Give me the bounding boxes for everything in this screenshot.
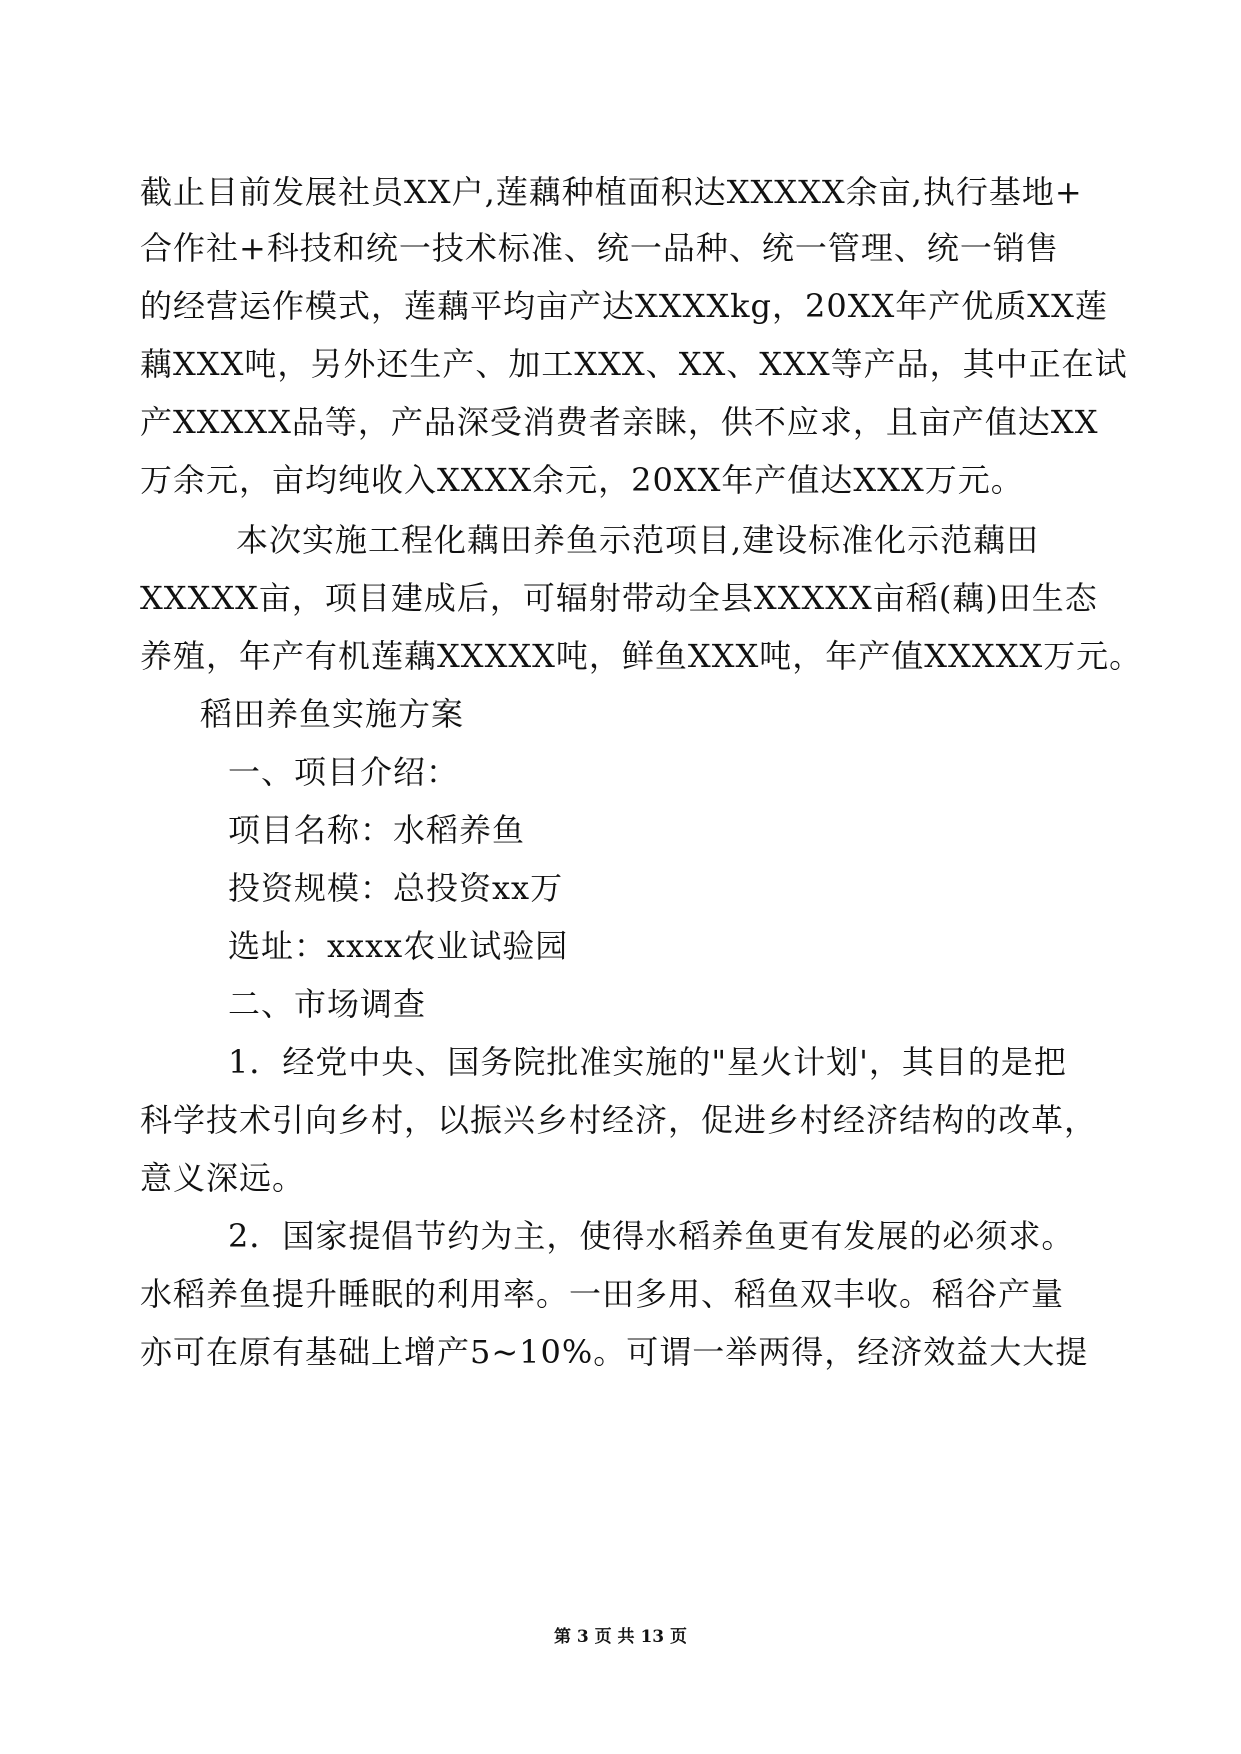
text-line: 亦可在原有基础上增产5~10%。可谓一举两得，经济效益大大提 bbox=[140, 1333, 1089, 1371]
text-line: 水稻养鱼提升睡眠的利用率。一田多用、稻鱼双丰收。稻谷产量 bbox=[140, 1275, 1065, 1313]
text-line: 科学技术引向乡村，以振兴乡村经济，促进乡村经济结构的改革， bbox=[140, 1101, 1098, 1139]
text-line: 意义深远。 bbox=[140, 1159, 306, 1197]
paragraph-first-line: 2．国家提倡节约为主，使得水稻养鱼更有发展的必须求。 bbox=[228, 1217, 1075, 1255]
text-line: 养殖，年产有机莲藕XXXXX吨，鲜鱼XXX吨，年产值XXXXX万元。 bbox=[140, 637, 1143, 675]
text-line: 藕XXX吨，另外还生产、加工XXX、XX、XXX等产品，其中正在试 bbox=[140, 345, 1128, 383]
project-name-line: 项目名称：水稻养鱼 bbox=[228, 811, 526, 849]
page-number-footer: 第 3 页 共 13 页 bbox=[553, 1627, 688, 1647]
investment-scale-line: 投资规模：总投资xx万 bbox=[228, 869, 564, 907]
paragraph-first-line: 本次实施工程化藕田养鱼示范项目,建设标准化示范藕田 bbox=[236, 521, 1040, 559]
text-line: 的经营运作模式，莲藕平均亩产达XXXXkg，20XX年产优质XX莲 bbox=[140, 287, 1108, 325]
text-line: XXXXX亩，项目建成后，可辐射带动全县XXXXX亩稻(藕)田生态 bbox=[140, 579, 1098, 617]
text-line: 截止目前发展社员XX户,莲藕种植面积达XXXXX余亩,执行基地+ bbox=[140, 173, 1083, 211]
text-line: 产XXXXX品等，产品深受消费者亲睐，供不应求，且亩产值达XX bbox=[140, 403, 1099, 441]
text-line: 万余元，亩均纯收入XXXX余元，20XX年产值达XXX万元。 bbox=[140, 461, 1024, 499]
paragraph-first-line: 1．经党中央、国务院批准实施的"星火计划'，其目的是把 bbox=[228, 1043, 1067, 1081]
heading-market-survey: 二、市场调查 bbox=[228, 985, 427, 1023]
site-line: 选址：xxxx农业试验园 bbox=[228, 927, 569, 965]
heading-project-intro: 一、项目介绍： bbox=[228, 753, 460, 791]
text-line: 合作社+科技和统一技术标准、统一品种、统一管理、统一销售 bbox=[140, 229, 1059, 267]
section-title: 稻田养鱼实施方案 bbox=[200, 695, 465, 733]
